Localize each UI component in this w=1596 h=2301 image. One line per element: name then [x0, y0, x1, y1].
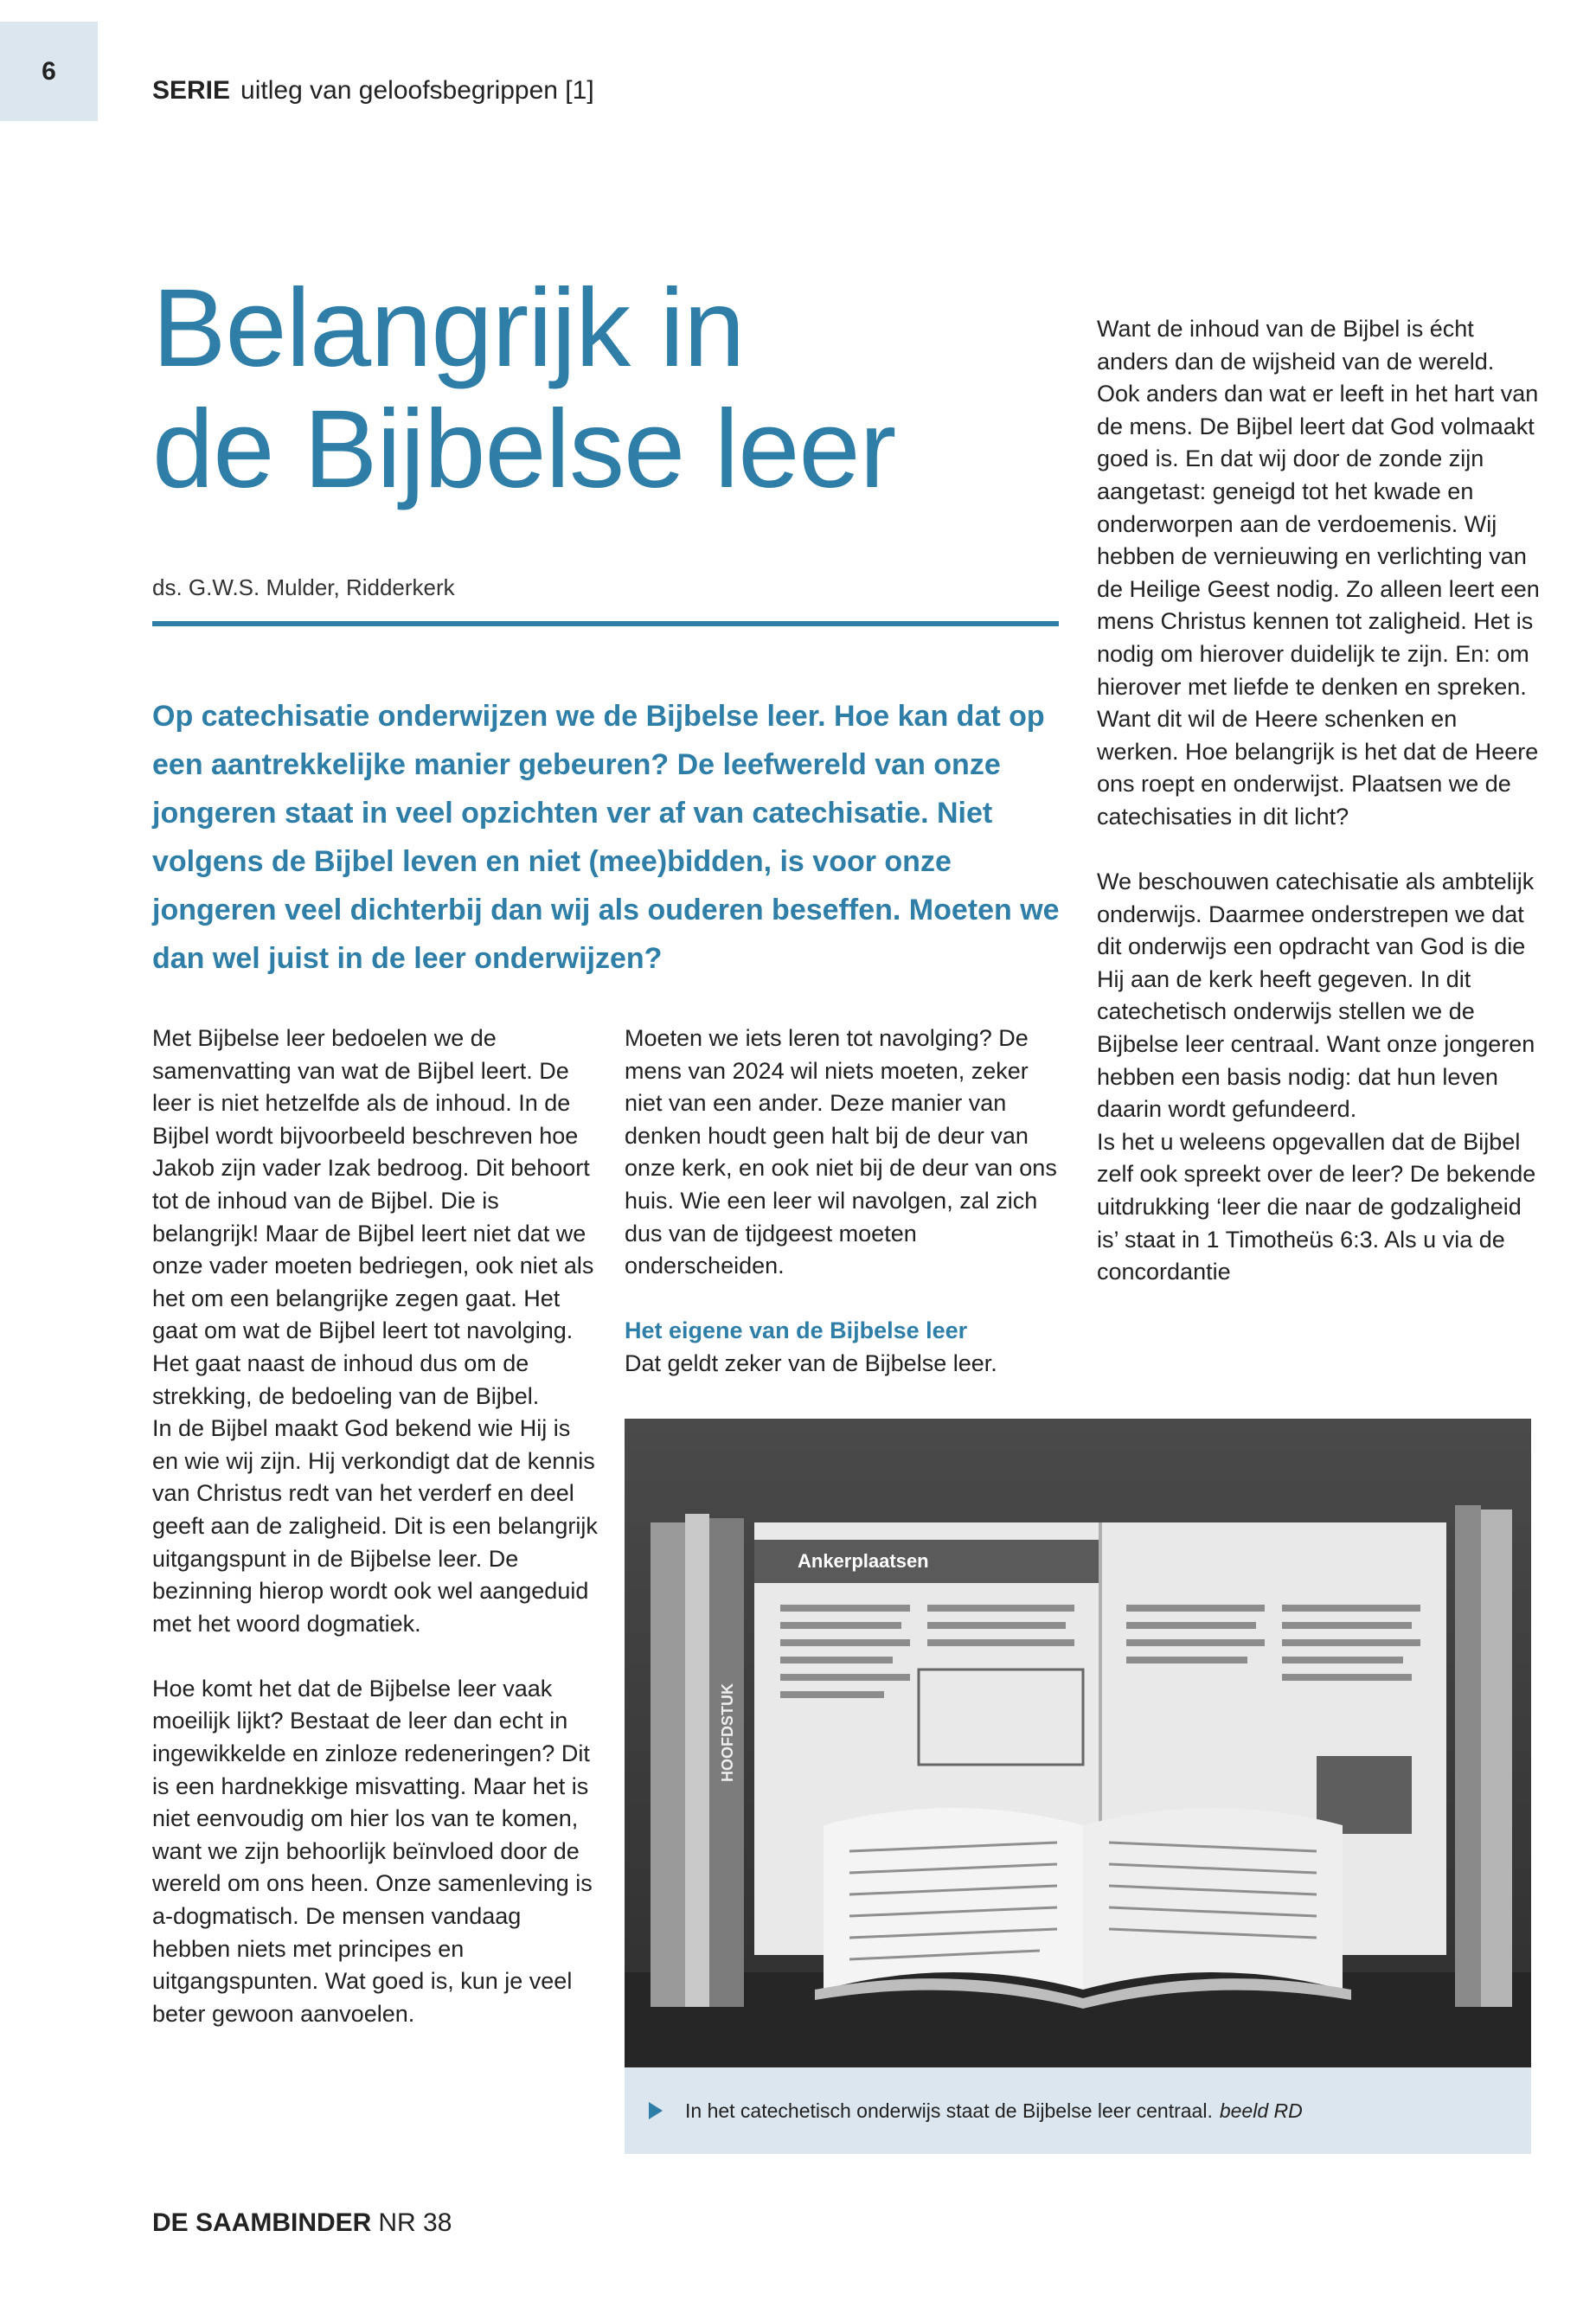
series-label: SERIE	[152, 76, 231, 105]
column-2	[625, 1022, 1057, 1381]
paragraph: We beschouwen catechisatie als ambtelijk onderwijs. Daarmee onderstrepen we dat dit onderwijs een opdracht van God is die Hij aan de kerk heeft gegeven. In dit catechetisch onderwijs stellen we de Bijbelse leer centraal. Want onze jongeren hebben een basis nodig: dat hun leven daarin wordt gefundeerd.	[1097, 868, 1535, 1123]
paragraph: Hoe komt het dat de Bijbelse leer vaak moeilijk lijkt? Bestaat de leer dan echt in ingewikkelde en zinloze redeneringen? Dit is een hardnekkige misvatting. Maar het is niet eenvoudig om hier los van te komen, want we zijn behoorlijk beïnvloed door de wereld om ons heen. Onze samenleving is a-dogmatisch. De mensen vandaag hebben niets met principes en uitgangspunten. Wat goed is, kun je veel beter gewoon aanvoelen.	[152, 1675, 593, 2027]
column-1	[152, 1022, 602, 2030]
page-number-box	[0, 22, 98, 121]
footer	[152, 2208, 452, 2238]
section-subhead: Het eigene van de Bijbelse leer	[625, 1317, 968, 1344]
title-line-1: Belangrijk in	[152, 266, 745, 390]
column-3	[1097, 313, 1540, 1289]
page-number: 6	[42, 56, 56, 86]
magazine-name: DE SAAMBINDER	[152, 2208, 372, 2237]
paragraph: Is het u weleens opgevallen dat de Bijbel zelf ook spreekt over de leer? De bekende uitdrukking ‘leer die naar de godzaligheid is’ staat in 1 Timotheüs 6:3. Als u via de concordantie	[1097, 1128, 1536, 1285]
photo-caption	[625, 2067, 1531, 2154]
paragraph: Moeten we iets leren tot navolging? De mens van 2024 wil niets moeten, zeker niet van een ander. Deze manier van denken houdt geen halt bij de deur van onze kerk, en ook niet bij de deur van ons huis. Wie een leer wil navolgen, zal zich dus van de tijdgeest moeten onderscheiden.	[625, 1025, 1057, 1279]
caption-arrow-icon	[649, 2102, 663, 2119]
title-line-2: de Bijbelse leer	[152, 388, 896, 511]
series-title: uitleg van geloofsbegrippen [1]	[240, 76, 594, 105]
author-byline: ds. G.W.S. Mulder, Ridderkerk	[152, 574, 455, 600]
series-header	[152, 76, 594, 106]
article-photo	[625, 1419, 1531, 2067]
article-title	[152, 268, 1043, 510]
paragraph: Met Bijbelse leer bedoelen we de samenvatting van wat de Bijbel leert. De leer is niet hetzelfde als de inhoud. In de Bijbel wordt bijvoorbeeld beschreven hoe Jakob zijn vader Izak bedroog. Dit behoort tot de inhoud van de Bijbel. Die is belangrijk! Maar de Bijbel leert niet dat we onze vader moeten bedriegen, ook niet als het om een belangrijke zegen gaat. Het gaat om wat de Bijbel leert tot navolging. Het gaat naast de inhoud dus om de strekking, de bedoeling van de Bijbel.	[152, 1025, 594, 1409]
caption-text: In het catechetisch onderwijs staat de Bijbelse leer centraal.	[685, 2099, 1213, 2122]
paragraph: Want de inhoud van de Bijbel is écht anders dan de wijsheid van de wereld. Ook anders dan wat er leeft in het hart van de mens. De Bijbel leert dat God volmaakt goed is. En dat wij door de zonde zijn aangetast: geneigd tot het kwade en onderworpen aan de verdoemenis. Wij hebben de vernieuwing en verlichting van de Heilige Geest nodig. Zo alleen leert een mens Christus kennen tot zaligheid. Het is nodig om hierover duidelijk te zijn. En: om hierover met liefde te denken en spreken. Want dit wil de Heere schenken en werken. Hoe belangrijk is het dat de Heere ons roept en onderwijst. Plaatsen we de catechisaties in dit licht?	[1097, 316, 1540, 830]
title-divider	[152, 621, 1059, 626]
photo-books-illustration	[625, 1419, 1531, 2067]
paragraph: In de Bijbel maakt God bekend wie Hij is en wie wij zijn. Hij verkondigt dat de kennis van Christus redt van het verderf en deel geeft aan de zaligheid. Dit is een belangrijk uitgangspunt in de Bijbelse leer. De bezinning hierop wordt ook wel aangeduid met het woord dogmatiek.	[152, 1415, 598, 1637]
photo-credit: beeld RD	[1219, 2099, 1303, 2122]
spine-label: HOOFDSTUK	[719, 1683, 736, 1782]
paragraph: Dat geldt zeker van de Bijbelse leer.	[625, 1349, 997, 1376]
book-banner: Ankerplaatsen	[798, 1550, 929, 1572]
issue-number: NR 38	[378, 2208, 452, 2237]
intro-lead: Op catechisatie onderwijzen we de Bijbelse leer. Hoe kan dat op een aantrekkelijke manier gebeuren? De leefwereld van onze jongeren staat in veel opzichten ver af van catechisatie. Niet volgens de Bijbel leven en niet (mee)bidden, is voor onze jongeren veel dichterbij dan wij als ouderen beseffen. Moeten we dan wel juist in de leer onderwijzen?	[152, 700, 1060, 975]
